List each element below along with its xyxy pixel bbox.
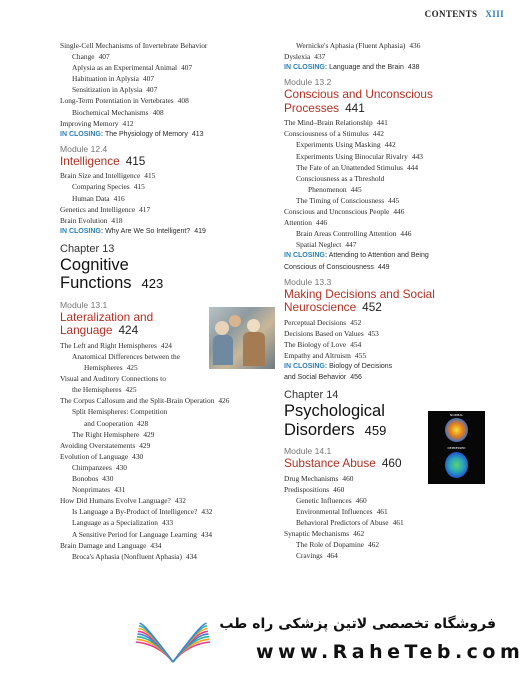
module-title-intelligence[interactable]: Intelligence 415 <box>60 153 146 168</box>
chapter-title-psychological-disorders[interactable]: Psychological Disorders 459 <box>284 402 387 439</box>
toc-entry[interactable] <box>284 195 496 206</box>
entry-page: 408 <box>152 107 164 117</box>
entries-12-4 <box>60 170 282 225</box>
module-label: Module 12.4 <box>60 143 108 154</box>
toc-entry[interactable] <box>60 451 282 462</box>
entry-page: 425 <box>125 385 137 395</box>
toc-entry[interactable] <box>284 239 496 250</box>
watermark-banner <box>0 608 526 674</box>
entry-title: Aplysia as an Experimental Animal <box>72 63 178 73</box>
toc-entry[interactable] <box>60 181 282 192</box>
in-closing-memory[interactable]: IN CLOSING: The Physiology of Memory 413 <box>60 130 204 138</box>
toc-entry[interactable] <box>60 540 282 551</box>
entry-title: Improving Memory <box>60 118 119 128</box>
entry-title: The Biology of Love <box>284 339 347 349</box>
toc-entry[interactable] <box>60 73 282 84</box>
entry-page: 430 <box>115 462 127 472</box>
entry-page: 416 <box>113 193 125 203</box>
entry-page: 407 <box>146 85 158 95</box>
in-closing-decisions[interactable]: IN CLOSING: Biology of Decisions and Social Behavior 456 <box>284 362 393 382</box>
entry-title: The Corpus Callosum and the Split-Brain Operation <box>60 396 215 406</box>
entry-title: Perceptual Decisions <box>284 317 347 327</box>
scan-label-depressed: DEPRESSED <box>447 446 466 450</box>
book-logo-icon <box>130 614 216 670</box>
entry-title: Change <box>72 52 95 62</box>
entry-page: 460 <box>355 495 367 505</box>
toc-entry[interactable] <box>60 395 282 406</box>
entry-title: Is Language a By-Product of Intelligence? <box>72 507 198 517</box>
entry-page: 446 <box>400 229 412 239</box>
entry-page: 434 <box>201 529 213 539</box>
in-closing-language[interactable]: IN CLOSING: Language and the Brain 438 <box>284 64 420 72</box>
entry-page: 445 <box>350 184 362 194</box>
chapter-photo-children <box>209 307 275 369</box>
entry-page: 415 <box>144 171 156 181</box>
toc-entry[interactable] <box>284 517 496 528</box>
module-label: Module 13.2 <box>284 77 332 88</box>
entry-title: Bonobos <box>72 474 99 484</box>
entry-page: 464 <box>326 551 338 561</box>
toc-entry[interactable] <box>284 117 496 128</box>
entry-page: 442 <box>372 129 384 139</box>
entry-title: Dyslexia <box>284 52 311 62</box>
toc-entry[interactable] <box>60 40 282 51</box>
entry-title: Conscious and Unconscious People <box>284 207 390 217</box>
entry-title: Biochemical Mechanisms <box>72 107 149 117</box>
entry-title: Visual and Auditory Connections to <box>60 374 166 384</box>
toc-entry[interactable] <box>60 517 282 528</box>
entry-page: 446 <box>315 218 328 228</box>
entry-page: 424 <box>160 340 172 350</box>
entries-13-1 <box>60 340 282 562</box>
toc-entry[interactable] <box>284 228 496 239</box>
entry-title: Wernicke's Aphasia (Fluent Aphasia) <box>296 41 406 50</box>
toc-entry[interactable] <box>284 40 496 51</box>
bottom-fade <box>0 590 526 610</box>
entry-title: Attention <box>284 218 312 228</box>
entry-title: Long-Term Potentiation in Vertebrates <box>60 96 174 106</box>
toc-entry[interactable] <box>60 462 282 473</box>
entries-13-3 <box>284 317 496 361</box>
entry-page: 460 <box>342 473 354 483</box>
entry-page: 432 <box>174 496 186 506</box>
entry-title: Avoiding Overstatements <box>60 440 136 450</box>
entry-title: Genetics and Intelligence <box>60 204 136 214</box>
toc-entry[interactable] <box>60 62 282 73</box>
toc-entry[interactable] <box>60 215 282 226</box>
entry-page: 455 <box>354 350 367 360</box>
entry-title: Nonprimates <box>72 485 111 495</box>
entries-top <box>60 40 282 129</box>
in-closing-intelligence[interactable]: IN CLOSING: Why Are We So Intelligent? 419 <box>60 227 206 235</box>
chapter-label: Chapter 13 <box>60 242 115 255</box>
toc-entry[interactable] <box>284 173 496 184</box>
entry-title: Phenomenon <box>308 184 347 194</box>
entry-title: Broca's Aphasia (Nonfluent Aphasia) <box>72 551 182 561</box>
toc-entry[interactable] <box>284 539 496 550</box>
entry-page: 461 <box>392 518 404 528</box>
entry-title: A Sensitive Period for Language Learning <box>72 529 197 539</box>
entry-page: 445 <box>388 195 400 205</box>
toc-entry[interactable] <box>284 162 496 173</box>
module-title-lateralization[interactable]: Lateralization and Language 424 <box>60 309 154 338</box>
entry-title: How Did Humans Evolve Language? <box>60 496 171 506</box>
brain-scan-image <box>428 411 485 484</box>
entry-page: 428 <box>137 418 149 428</box>
entry-title: The Left and Right Hemispheres <box>60 340 157 350</box>
module-label: Module 13.3 <box>284 276 332 287</box>
toc-entry[interactable] <box>60 484 282 495</box>
entry-page: 412 <box>122 118 134 128</box>
toc-entry[interactable] <box>284 139 496 150</box>
entry-page: 407 <box>142 74 155 84</box>
entry-title: Consciousness as a Threshold <box>296 173 385 183</box>
entry-title: Environmental Influences <box>296 506 373 516</box>
entry-page: 417 <box>139 204 151 214</box>
toc-entry[interactable] <box>284 51 496 62</box>
entry-title: and Cooperation <box>84 418 134 428</box>
entry-page: 446 <box>393 207 405 217</box>
toc-entry[interactable] <box>60 193 282 204</box>
toc-entry[interactable] <box>60 406 282 417</box>
toc-entry[interactable] <box>60 51 282 62</box>
toc-entry[interactable] <box>60 84 282 95</box>
toc-entry[interactable] <box>60 384 282 395</box>
toc-entry[interactable] <box>284 151 496 162</box>
entry-title: Synaptic Mechanisms <box>284 529 350 539</box>
entry-page: 444 <box>406 162 419 172</box>
entry-title: Chimpanzees <box>72 462 112 472</box>
store-name-persian: فروشگاه تخصصی لاتین پزشکی راه طب <box>219 616 496 632</box>
entry-title: Spatial Neglect <box>296 240 342 250</box>
entry-title: Decisions Based on Values <box>284 328 364 338</box>
entries-14-1 <box>284 473 496 562</box>
page-number: XIII <box>485 9 504 19</box>
header-label: CONTENTS <box>424 9 478 19</box>
entry-page: 442 <box>384 140 396 150</box>
entry-title: Split Hemispheres: Competition <box>72 407 168 417</box>
entry-page: 443 <box>411 151 423 161</box>
toc-entry[interactable] <box>60 429 282 440</box>
toc-entry[interactable] <box>284 550 496 561</box>
entry-page: 432 <box>201 507 213 517</box>
toc-entry[interactable] <box>60 204 282 215</box>
entry-page: 460 <box>333 484 345 494</box>
entry-page: 436 <box>409 41 421 50</box>
entry-title: Drug Mechanisms <box>284 473 339 483</box>
module-title-conscious[interactable]: Conscious and Unconscious Processes 441 <box>284 87 433 115</box>
toc-entry[interactable] <box>60 551 282 562</box>
toc-entry[interactable] <box>284 328 496 339</box>
entry-page: 408 <box>177 96 189 106</box>
entry-page: 437 <box>314 52 326 62</box>
toc-entry[interactable] <box>284 317 496 328</box>
entry-title: Human Data <box>72 193 110 203</box>
toc-entry[interactable] <box>284 206 496 217</box>
entry-title: The Timing of Consciousness <box>296 195 385 205</box>
entry-page: 453 <box>367 328 379 338</box>
entry-title: Brain Damage and Language <box>60 540 147 550</box>
entry-title: Experiments Using Binocular Rivalry <box>296 151 408 161</box>
toc-entry[interactable] <box>60 529 282 540</box>
entry-title: Habituation in Aplysia <box>72 74 139 84</box>
toc-left-column <box>60 40 282 562</box>
toc-entry[interactable] <box>284 217 496 228</box>
toc-entry[interactable] <box>60 107 282 118</box>
chapter-title-cognitive-functions[interactable]: Cognitive Functions 423 <box>60 255 164 293</box>
entry-page: 426 <box>218 396 230 406</box>
toc-entry[interactable] <box>60 440 282 451</box>
entry-title: The Mind–Brain Relationship <box>284 118 373 128</box>
entry-page: 429 <box>139 440 151 450</box>
entries-right-top <box>284 40 496 62</box>
entries-13-2 <box>284 117 496 250</box>
entry-title: Sensitization in Aplysia <box>72 85 143 95</box>
entry-title: Hemispheres <box>84 363 123 373</box>
entry-title: Predispositions <box>284 484 330 494</box>
entry-title: The Right Hemisphere <box>72 429 140 439</box>
scan-label-normal: NORMAL <box>449 413 463 417</box>
toc-entry[interactable] <box>60 373 282 384</box>
entry-title: Experiments Using Masking <box>296 140 381 150</box>
entry-title: Language as a Specialization <box>72 518 158 528</box>
entry-page: 452 <box>350 317 362 327</box>
running-header <box>425 9 504 19</box>
entry-title: The Role of Dopamine <box>296 540 364 550</box>
toc-entry[interactable] <box>284 484 496 495</box>
toc-entry[interactable] <box>60 95 282 106</box>
toc-entry[interactable] <box>284 350 496 361</box>
toc-entry[interactable] <box>60 418 282 429</box>
entry-page: 454 <box>350 339 362 349</box>
entry-title: Brain Size and Intelligence <box>60 171 141 181</box>
entry-page: 425 <box>126 363 138 373</box>
entry-title: Brain Evolution <box>60 215 108 225</box>
entry-title: Evolution of Language <box>60 451 129 461</box>
chapter-label: Chapter 14 <box>284 389 339 402</box>
toc-entry[interactable] <box>60 495 282 506</box>
entry-page: 434 <box>150 540 162 550</box>
entry-title: The Fate of an Unattended Stimulus <box>296 162 403 172</box>
module-title-substance-abuse[interactable]: Substance Abuse 460 <box>284 456 402 471</box>
entry-page: 462 <box>353 529 365 539</box>
entry-page: 461 <box>376 506 388 516</box>
module-title-decisions[interactable]: Making Decisions and Social Neuroscience 452 <box>284 286 435 315</box>
toc-entry[interactable] <box>60 506 282 517</box>
entry-page: 407 <box>98 52 110 62</box>
entry-title: Consciousness of a Stimulus <box>284 129 369 139</box>
entry-page: 447 <box>345 240 357 250</box>
module-label: Module 14.1 <box>284 446 332 457</box>
toc-entry[interactable] <box>284 506 496 517</box>
entry-page: 429 <box>143 429 155 439</box>
entry-title: the Hemispheres <box>72 385 122 395</box>
website-url[interactable]: www.RaheTeb.com <box>256 641 525 663</box>
entry-page: 434 <box>185 551 197 561</box>
module-label: Module 13.1 <box>60 299 108 310</box>
entry-page: 430 <box>102 474 114 484</box>
logo-arcs <box>136 623 210 662</box>
entry-title: Brain Areas Controlling Attention <box>296 229 397 239</box>
toc-entry[interactable] <box>284 495 496 506</box>
entry-page: 415 <box>133 182 145 192</box>
toc-entry[interactable] <box>284 128 496 139</box>
entry-title: Cravings <box>296 551 323 561</box>
entry-page: 441 <box>376 118 388 128</box>
entry-page: 407 <box>181 63 193 73</box>
entry-title: Empathy and Altruism <box>284 350 351 360</box>
toc-entry[interactable] <box>60 473 282 484</box>
entry-page: 462 <box>367 540 380 550</box>
entry-title: Genetic Influences <box>296 495 352 505</box>
entry-title: Comparing Species <box>72 182 130 192</box>
toc-entry[interactable] <box>284 339 496 350</box>
in-closing-attention[interactable]: IN CLOSING: Attending to Attention and Being Conscious of Consciousness 449 <box>284 252 429 271</box>
toc-entry[interactable] <box>60 118 282 129</box>
entry-page: 430 <box>132 451 144 461</box>
toc-entry[interactable] <box>284 184 496 195</box>
entry-page: 431 <box>114 485 126 495</box>
entry-title: Behavioral Predictors of Abuse <box>296 518 389 528</box>
toc-entry[interactable] <box>60 170 282 181</box>
entry-title: Anatomical Differences between the <box>72 352 181 361</box>
entry-title: Single-Cell Mechanisms of Invertebrate Behavior <box>60 41 208 50</box>
entry-page: 418 <box>111 215 123 225</box>
entry-page: 433 <box>161 518 174 528</box>
toc-entry[interactable] <box>284 528 496 539</box>
